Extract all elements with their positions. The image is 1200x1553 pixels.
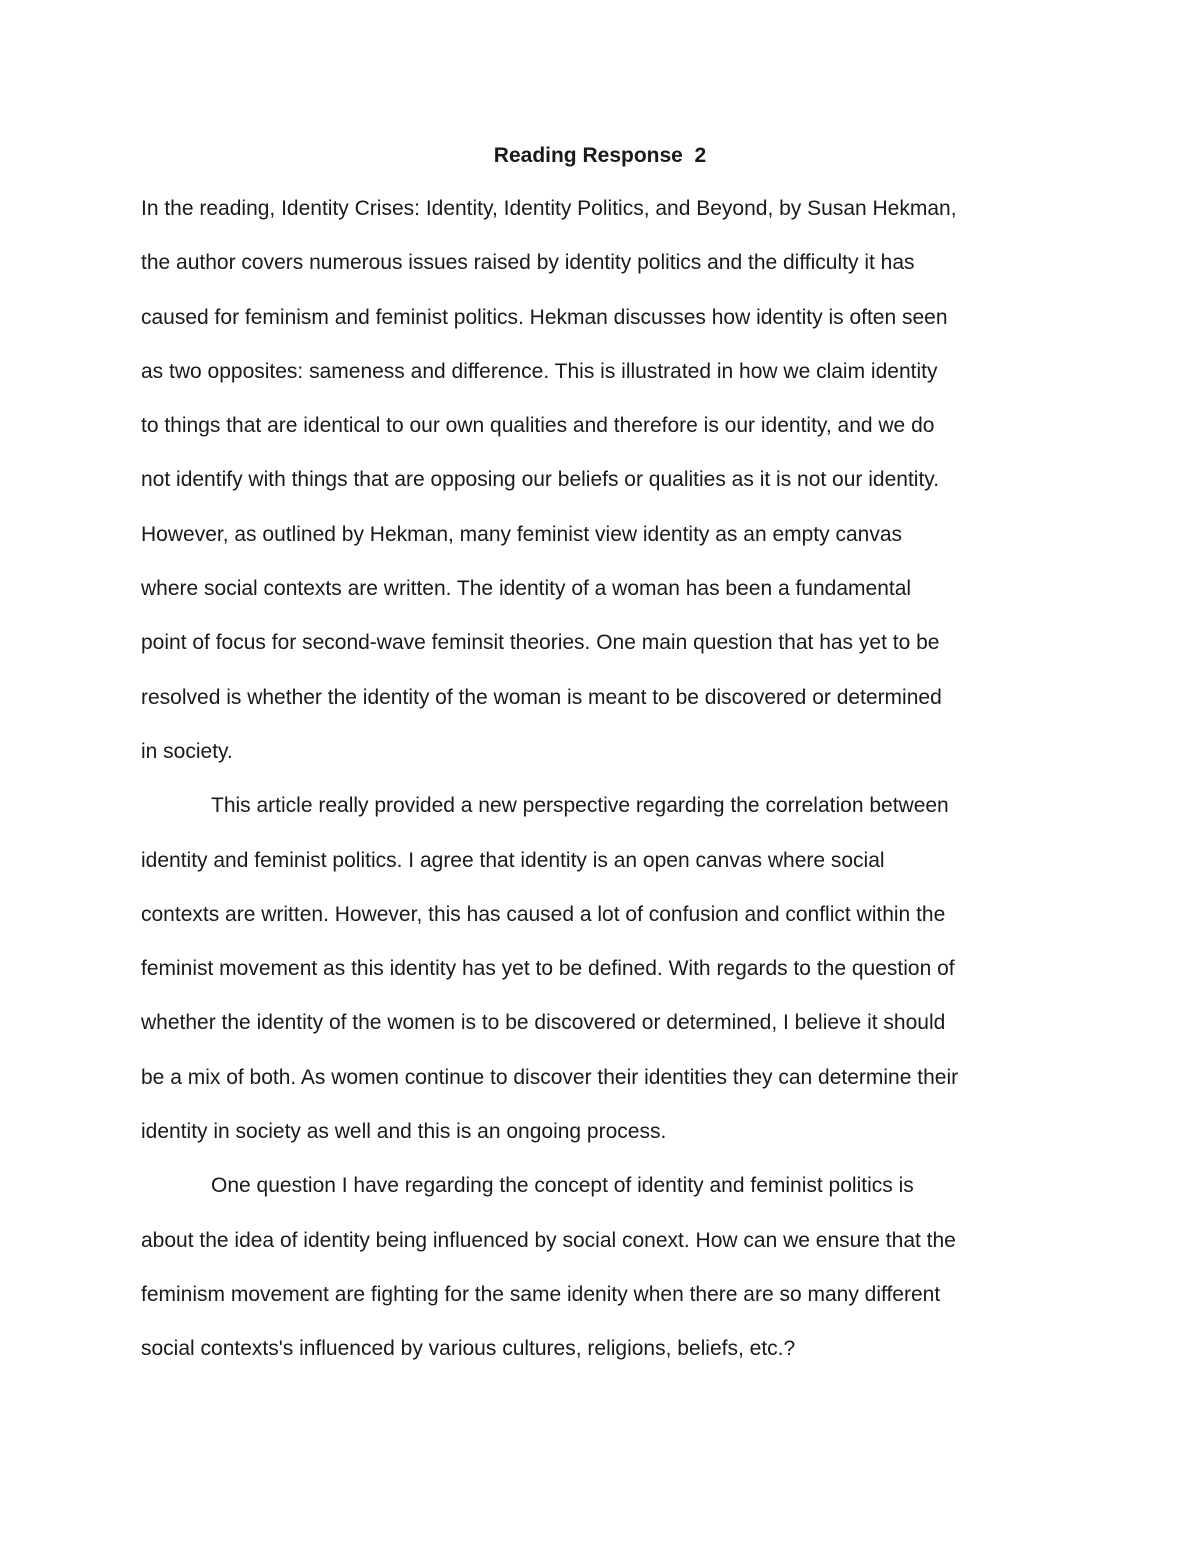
paragraph-line: feminism movement are fighting for the same idenity when there are so many different bbox=[141, 1282, 941, 1306]
paragraph-line: identity in society as well and this is an ongoing process. bbox=[141, 1120, 667, 1144]
paragraph-line: social contexts's influenced by various cultures, religions, beliefs, etc.? bbox=[141, 1337, 796, 1361]
paragraph-1 bbox=[141, 193, 1061, 790]
paragraph-line: point of focus for second-wave feminsit theories. One main question that has yet to be bbox=[141, 631, 940, 655]
paragraph-line: identity and feminist politics. I agree that identity is an open canvas where social bbox=[141, 848, 885, 872]
paragraph-2 bbox=[141, 790, 1061, 1170]
paragraph-line: feminist movement as this identity has yet to be defined. With regards to the question of bbox=[141, 957, 955, 981]
paragraph-line: not identify with things that are opposing our beliefs or qualities as it is not our identity. bbox=[141, 468, 940, 492]
paragraph-line: This article really provided a new perspective regarding the correlation between bbox=[211, 794, 949, 818]
paragraph-line: as two opposites: sameness and difference. This is illustrated in how we claim identity bbox=[141, 359, 938, 383]
paragraph-line: where social contexts are written. The identity of a woman has been a fundamental bbox=[141, 577, 912, 601]
paragraph-line: to things that are identical to our own qualities and therefore is our identity, and we do bbox=[141, 414, 935, 438]
paragraph-line: caused for feminism and feminist politics. Hekman discusses how identity is often seen bbox=[141, 305, 948, 329]
paragraph-3 bbox=[141, 1170, 1061, 1387]
paragraph-line: resolved is whether the identity of the woman is meant to be discovered or determined bbox=[141, 685, 942, 709]
paragraph-line: However, as outlined by Hekman, many feminist view identity as an empty canvas bbox=[141, 522, 903, 546]
paragraph-line: contexts are written. However, this has caused a lot of confusion and conflict within the bbox=[141, 902, 946, 926]
paragraph-line: be a mix of both. As women continue to discover their identities they can determine their bbox=[141, 1065, 959, 1089]
paragraph-line: One question I have regarding the concept of identity and feminist politics is bbox=[211, 1174, 914, 1198]
paragraph-line: the author covers numerous issues raised by identity politics and the difficulty it has bbox=[141, 251, 915, 275]
paragraph-line: about the idea of identity being influenced by social conext. How can we ensure that the bbox=[141, 1228, 956, 1252]
paragraph-line: In the reading, Identity Crises: Identity, Identity Politics, and Beyond, by Susan Hekman, bbox=[141, 197, 957, 220]
document-body bbox=[141, 193, 1061, 1388]
paragraph-line: in society. bbox=[141, 739, 233, 763]
paragraph-line: whether the identity of the women is to be discovered or determined, I believe it should bbox=[141, 1011, 946, 1035]
document-title: Reading Response 2 bbox=[493, 144, 707, 167]
